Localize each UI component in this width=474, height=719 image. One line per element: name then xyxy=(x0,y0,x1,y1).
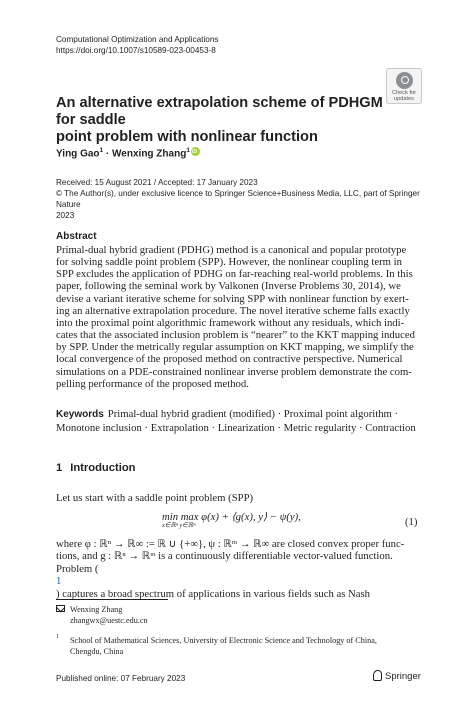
author-name[interactable]: Ying Gao xyxy=(56,148,100,160)
intro-paragraph-2: where φ : ℝⁿ → ℝ∞ := ℝ ∪ {+∞}, ψ : ℝᵐ → ℝ∞ are closed convex proper func- tions, and g : ℝⁿ → ℝᵐ is a continuously differentiable vector-valued function. Problem ( 1 ) captures a broad spectrum of applications in various fields such as Nash xyxy=(56,538,419,600)
equation-1: min max φ(x) + ⟨g(x), y⟩ − ψ(y), x∈ℝⁿ y∈ℝᵐ xyxy=(162,510,422,529)
check-updates-label: Check for updates xyxy=(392,90,416,102)
keywords: Keywords Primal-dual hybrid gradient (modified) · Proximal point algorithm · Monotone inclusion · Extrapolation · Linearization · Metric regularity · Contraction xyxy=(56,408,416,434)
equation-reference-link[interactable]: 1 xyxy=(56,575,62,588)
keywords-label: Keywords xyxy=(56,409,104,420)
affiliation: School of Mathematical Sciences, University of Electronic Science and Technology of China, Chengdu, China xyxy=(70,636,377,656)
affiliation-number: 1 xyxy=(56,634,59,640)
corresponding-email[interactable]: zhangwx@uestc.edu.cn xyxy=(70,616,148,625)
check-for-updates-badge[interactable] xyxy=(386,68,422,104)
footnote-divider xyxy=(56,599,168,600)
doi-link[interactable]: https://doi.org/10.1007/s10589-023-00453-8 xyxy=(56,46,216,55)
publisher-logo: Springer xyxy=(373,670,421,682)
journal-header xyxy=(56,34,218,56)
copyright-year: 2023 xyxy=(56,211,75,220)
equation-number: (1) xyxy=(405,516,418,528)
received-accepted: Received: 15 August 2021 / Accepted: 17 January 2023 xyxy=(56,178,258,187)
intro-paragraph: Let us start with a saddle point problem (SPP) xyxy=(56,492,254,504)
journal-name: Computational Optimization and Applications xyxy=(56,35,219,44)
paper-title: An alternative extrapolation scheme of PDHGM for saddle point problem with nonlinear function xyxy=(56,95,383,145)
abstract-heading: Abstract xyxy=(56,231,97,242)
section-heading: 1 Introduction xyxy=(56,462,136,474)
orcid-icon[interactable] xyxy=(191,147,200,156)
check-updates-icon xyxy=(396,72,413,89)
abstract-text: Primal-dual hybrid gradient (PDHG) method is a canonical and popular prototype for solving saddle point problem (SPP). However, the nonlinear coupling term in SPP excludes the application of PDHG on far-reaching real-world problems. In this paper, following the seminal work by Valkonen (Inverse Problems 30, 2014), we devise a variant iterative scheme for solving SPP with nonlinear function by exert- ing an alternative extrapolation procedure. The novel iterative scheme falls exactly into the proximal point algorithmic framework without any residuals, which indi- cates that the associated inclusion problem is “nearer” to the KKT mapping induced by SPP. Under the metrically regular assumption on KKT mapping, we simplify the local convergence of the proposed method on contractive perspective. Numerical simulations on a PDE-constrained nonlinear inverse problem demonstrate the com- pelling performance of the proposed method. xyxy=(56,244,415,390)
author-list: Ying Gao$^1$ · Wenxing Zhang$^1$iD xyxy=(56,147,200,159)
equation-subscript: x∈ℝⁿ y∈ℝᵐ xyxy=(162,522,196,529)
article-dates xyxy=(56,177,426,221)
springer-horse-icon xyxy=(373,670,382,681)
email-icon xyxy=(56,605,65,612)
copyright-line: © The Author(s), under exclusive licence to Springer Science+Business Media, LLC, part of Springer Nature xyxy=(56,189,420,209)
corresponding-author: Wenxing Zhang zhangwx@uestc.edu.cn xyxy=(70,605,148,625)
published-date: Published online: 07 February 2023 xyxy=(56,674,186,683)
author-name[interactable]: Wenxing Zhang xyxy=(112,148,187,160)
